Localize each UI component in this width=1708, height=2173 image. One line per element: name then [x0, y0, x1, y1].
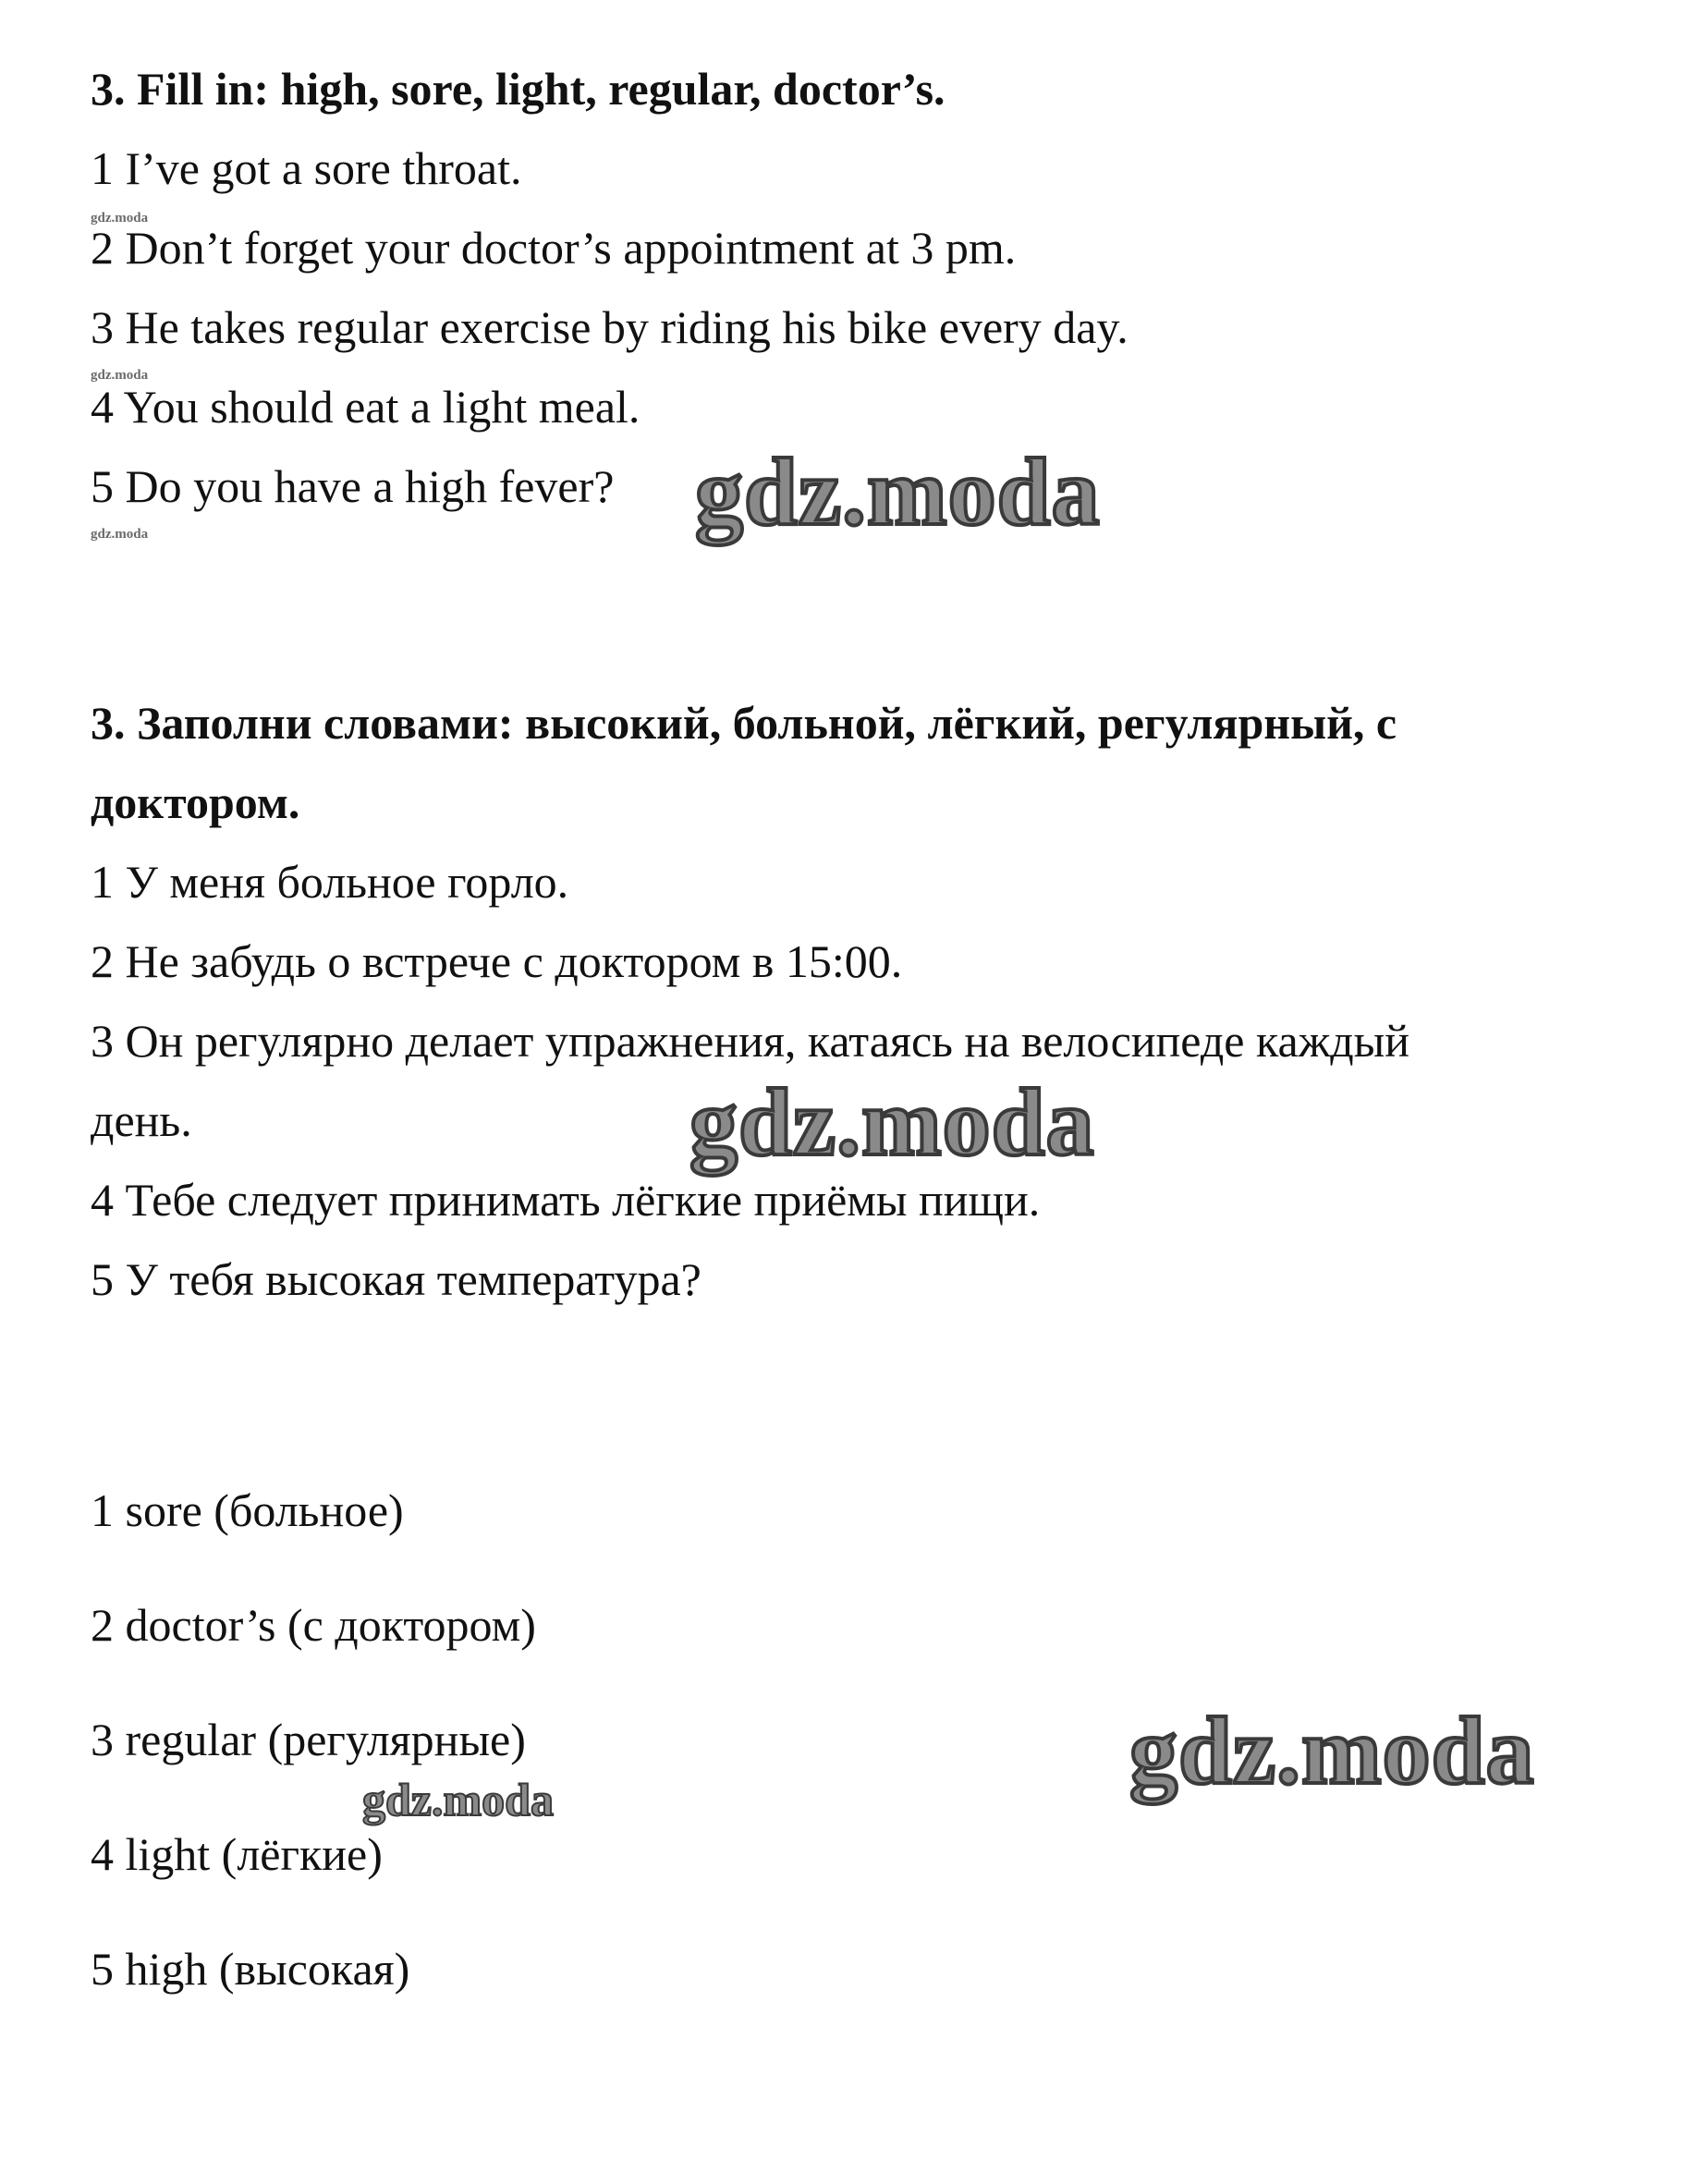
russian-item-4: 4 Тебе следует принимать лёгкие приёмы пищи.: [91, 1174, 1041, 1226]
english-heading: 3. Fill in: high, sore, light, regular, doctor’s.: [91, 63, 946, 115]
watermark-small-2: gdz.moda: [91, 368, 149, 383]
watermark-small-1: gdz.moda: [91, 211, 149, 226]
watermark-medium: gdz.moda: [362, 1774, 554, 1825]
russian-item-3: 3 Он регулярно делает упражнения, катаясь на велосипеде каждый: [91, 1015, 1410, 1067]
answer-item-3: 3 regular (регулярные): [91, 1714, 526, 1765]
watermark-large-1: gdz.moda: [695, 439, 1101, 545]
english-item-3: 3 He takes regular exercise by riding his bike every day.: [91, 301, 1128, 353]
russian-heading-line-2: доктором.: [91, 776, 300, 828]
answer-item-1: 1 sore (больное): [91, 1484, 404, 1536]
answer-item-5: 5 high (высокая): [91, 1943, 410, 1995]
english-item-4: 4 You should eat a light meal.: [91, 381, 640, 433]
answer-item-2: 2 doctor’s (с доктором): [91, 1599, 536, 1651]
russian-item-2: 2 Не забудь о встрече с доктором в 15:00.: [91, 935, 903, 987]
answer-item-4: 4 light (лёгкие): [91, 1828, 383, 1880]
watermark-large-2: gdz.moda: [689, 1069, 1095, 1176]
watermark-small-3: gdz.moda: [91, 527, 149, 542]
russian-heading-line-1: 3. Заполни словами: высокий, больной, лёгкий, регулярный, с: [91, 697, 1397, 749]
english-item-2: 2 Don’t forget your doctor’s appointment at 3 pm.: [91, 222, 1017, 274]
english-item-1: 1 I’ve got a sore throat.: [91, 142, 522, 194]
russian-item-1: 1 У меня больное горло.: [91, 856, 569, 908]
english-item-5: 5 Do you have a high fever?: [91, 460, 615, 512]
watermark-large-3: gdz.moda: [1129, 1698, 1535, 1804]
russian-item-3-continued: день.: [91, 1094, 192, 1146]
russian-item-5: 5 У тебя высокая температура?: [91, 1253, 702, 1305]
